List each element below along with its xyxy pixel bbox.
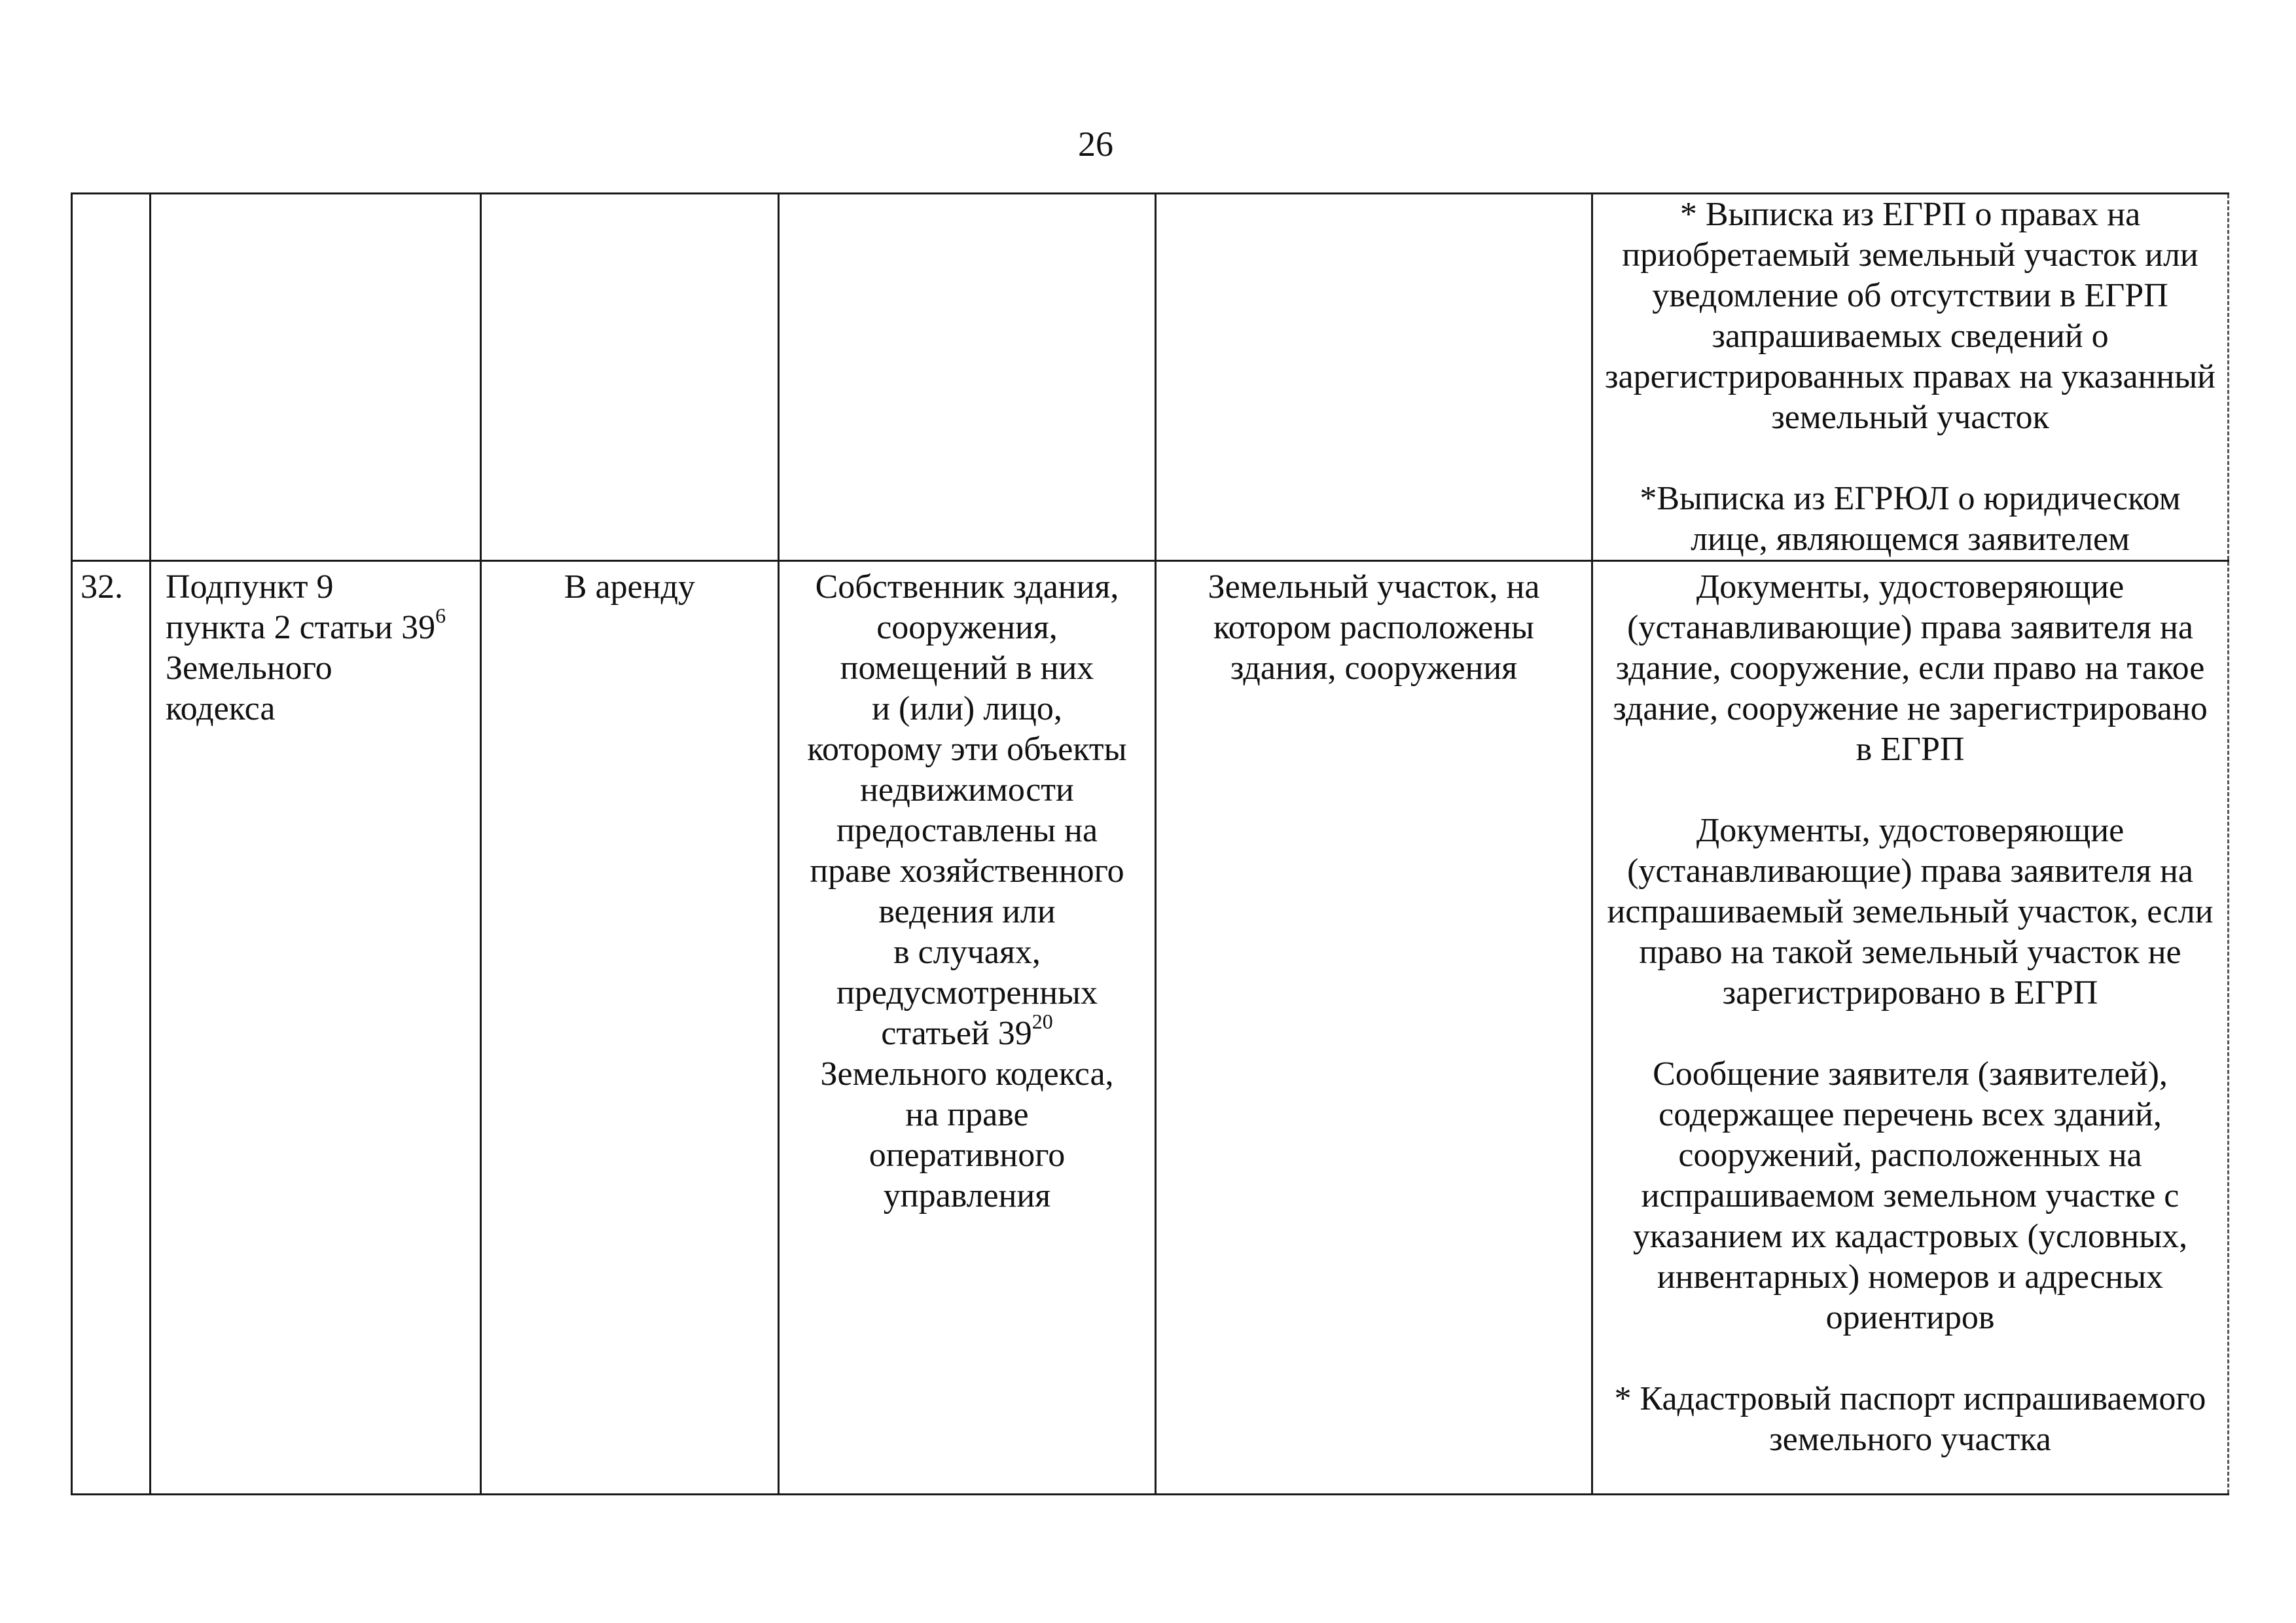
applicant-line: в случаях, — [893, 934, 1041, 971]
cell-number-empty — [72, 194, 151, 561]
applicant-line: праве хозяйственного — [810, 852, 1124, 890]
cell-basis — [151, 561, 481, 1495]
cell-documents — [1592, 561, 2229, 1495]
applicant-line: и (или) лицо, — [872, 690, 1062, 727]
basis-line-2: пункта 2 статьи $39^6$ — [166, 604, 446, 646]
basis-line-3: Земельного — [166, 649, 332, 687]
document-cadastral-passport: * Кадастровый паспорт испрашиваемого земельного участка — [1614, 1380, 2206, 1458]
cell-land-plot — [1156, 561, 1592, 1495]
document-land-rights: Документы, удостоверяющие (устанавливающие) права заявителя на испрашиваемый земельный участок, если право на такой земельный участок не зарегистрировано в ЕГРП — [1607, 812, 2214, 1012]
cell-basis-empty — [151, 194, 481, 561]
row-number: 32. — [81, 568, 123, 606]
applicant-line: помещений в них — [840, 649, 1094, 687]
page-number: 26 — [1078, 124, 1113, 164]
cell-applicant — [779, 561, 1156, 1495]
basis-line-4: кодекса — [166, 690, 276, 727]
document-building-rights: Документы, удостоверяющие (устанавливающие) права заявителя на здание, сооружение, если право на такое здание, сооружение не зарегистрировано в ЕГРП — [1613, 568, 2208, 768]
document-table — [71, 192, 2229, 1495]
right-type: В аренду — [564, 568, 696, 606]
land-plot-text: Земельный участок, на котором расположены здания, сооружения — [1208, 568, 1540, 687]
applicant-line: предоставлены на — [836, 812, 1098, 849]
applicant-line: предусмотренных — [836, 974, 1098, 1012]
cell-applicant-empty — [779, 194, 1156, 561]
cell-requirements — [1592, 194, 2229, 561]
applicant-line: управления — [883, 1177, 1051, 1214]
basis-line-1: Подпункт 9 — [166, 568, 334, 606]
applicant-line: Собственник здания, — [815, 568, 1119, 606]
cell-right-empty — [481, 194, 779, 561]
table-row-32 — [72, 561, 2229, 1495]
document-buildings-list: Сообщение заявителя (заявителей), содержащее перечень всех зданий, сооружений, расположенных на испрашиваемом земельном участке с указанием их кадастровых (условных, инвентарных) номеров и адресных ориентиров — [1632, 1055, 2188, 1336]
table-row-continuation — [72, 194, 2229, 561]
requirement-egrp-extract: * Выписка из ЕГРП о правах на приобретаемый земельный участок или уведомление об отсутствии в ЕГРП запрашиваемых сведений о зарегистрированных правах на указанный земельный участок — [1604, 196, 2216, 436]
applicant-line-article: статьей $39^{20}$ — [881, 1010, 1053, 1052]
applicant-line: Земельного кодекса, — [820, 1055, 1114, 1093]
cell-right-type — [481, 561, 779, 1495]
applicant-line: сооружения, — [876, 609, 1058, 646]
applicant-line: которому эти объекты — [807, 731, 1127, 768]
applicant-line: ведения или — [878, 893, 1056, 930]
basis-superscript: 6 — [435, 604, 446, 627]
applicant-superscript: 20 — [1031, 1010, 1053, 1033]
requirement-egrul-extract: *Выписка из ЕГРЮЛ о юридическом лице, являющемся заявителем — [1640, 480, 2181, 558]
applicant-line: оперативного — [869, 1137, 1066, 1174]
cell-land-empty — [1156, 194, 1592, 561]
applicant-line: на праве — [905, 1096, 1029, 1133]
cell-row-number — [72, 561, 151, 1495]
applicant-line: недвижимости — [860, 771, 1074, 809]
